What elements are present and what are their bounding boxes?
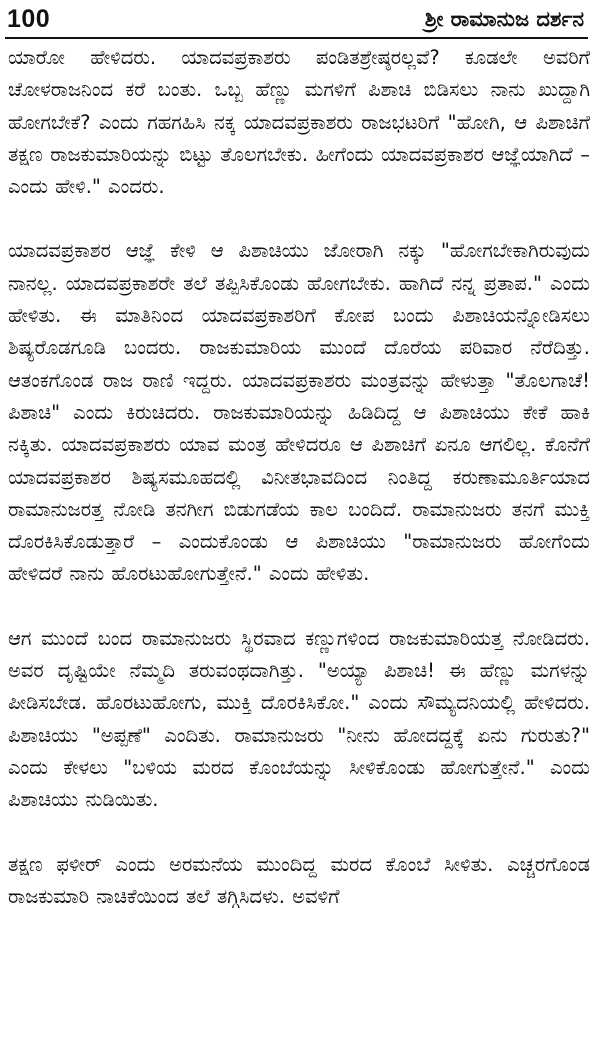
paragraph-1: ಯಾರೋ ಹೇಳಿದರು. ಯಾದವಪ್ರಕಾಶರು ಪಂಡಿತಶ್ರೇಷ್ಠರಲ್ಲವೆ? ಕೂಡಲೇ ಅವರಿಗೆ ಚೋಳರಾಜನಿಂದ ಕರೆ ಬಂತು. ಒಬ್ಬ ಹೆಣ್ಣು ಮಗಳಿಗೆ ಪಿಶಾಚಿ ಬಿಡಿಸಲು ನಾನು ಖುದ್ದಾಗಿ ಹೋಗಬೇಕೆ? ಎಂದು ಗಹಗಹಿಸಿ ನಕ್ಕ ಯಾದವಪ್ರಕಾಶರು ರಾಜಭಟರಿಗೆ "ಹೋಗಿ, ಆ ಪಿಶಾಚಿಗೆ ತಕ್ಷಣ ರಾಜಕುಮಾರಿಯನ್ನು ಬಿಟ್ಟು ತೊಲಗಬೇಕು. ಹೀಗೆಂದು ಯಾದವಪ್ರಕಾಶರ ಆಜ್ಞೆಯಾಗಿದೆ – ಎಂದು ಹೇಳಿ." ಎಂದರು. <box>8 46 590 199</box>
paragraph-4: ತಕ್ಷಣ ಫಳೀರ್ ಎಂದು ಅರಮನೆಯ ಮುಂದಿದ್ದ ಮರದ ಕೊಂಬೆ ಸೀಳಿತು. ಎಚ್ಚರಗೊಂಡ ರಾಜಕುಮಾರಿ ನಾಚಿಕೆಯಿಂದ ತಲೆ ತಗ್ಗಿಸಿದಳು. ಅವಳಿಗೆ <box>8 852 590 908</box>
paragraph-3: ಆಗ ಮುಂದೆ ಬಂದ ರಾಮಾನುಜರು ಸ್ಥಿರವಾದ ಕಣ್ಣುಗಳಿಂದ ರಾಜಕುಮಾರಿಯತ್ತ ನೋಡಿದರು. ಅವರ ದೃಷ್ಟಿಯೇ ನೆಮ್ಮದಿ ತರುವಂಥದಾಗಿತ್ತು. "ಅಯ್ಯಾ ಪಿಶಾಚಿ! ಈ ಹೆಣ್ಣು ಮಗಳನ್ನು ಪೀಡಿಸಬೇಡ. ಹೊರಟುಹೋಗು, ಮುಕ್ತಿ ದೊರಕಿಸಿಕೋ." ಎಂದು ಸೌಮ್ಯದನಿಯಲ್ಲಿ ಹೇಳಿದರು. ಪಿಶಾಚಿಯು "ಅಪ್ಪಣೆ" ಎಂದಿತು. ರಾಮಾನುಜರು "ನೀನು ಹೋದದ್ದಕ್ಕೆ ಏನು ಗುರುತು?" ಎಂದು ಕೇಳಲು "ಬಳಿಯ ಮರದ ಕೊಂಬೆಯನ್ನು ಸೀಳಿಕೊಂಡು ಹೋಗುತ್ತೇನೆ." ಎಂದು ಪಿಶಾಚಿಯು ನುಡಿಯಿತು. <box>8 626 590 812</box>
header-rule <box>5 37 588 39</box>
paragraph-2: ಯಾದವಪ್ರಕಾಶರ ಆಜ್ಞೆ ಕೇಳಿ ಆ ಪಿಶಾಚಿಯು ಜೋರಾಗಿ ನಕ್ಕು "ಹೋಗಬೇಕಾಗಿರುವುದು ನಾನಲ್ಲ. ಯಾದವಪ್ರಕಾಶರೇ ತಲೆ ತಪ್ಪಿಸಿಕೊಂಡು ಹೋಗಬೇಕು. ಹಾಗಿದೆ ನನ್ನ ಪ್ರತಾಪ." ಎಂದು ಹೇಳಿತು. ಈ ಮಾತಿನಿಂದ ಯಾದವಪ್ರಕಾಶರಿಗೆ ಕೋಪ ಬಂದು ಪಿಶಾಚಿಯನ್ನೋಡಿಸಲು ಶಿಷ್ಯರೊಡಗೂಡಿ ಬಂದರು. ರಾಜಕುಮಾರಿಯ ಮುಂದೆ ದೊರೆಯ ಪರಿವಾರ ನೆರೆದಿತ್ತು. ಆತಂಕಗೊಂಡ ರಾಜ ರಾಣಿ ಇದ್ದರು. ಯಾದವಪ್ರಕಾಶರು ಮಂತ್ರವನ್ನು ಹೇಳುತ್ತಾ "ತೊಲಗಾಚೆ! ಪಿಶಾಚಿ" ಎಂದು ಕಿರುಚಿದರು. ರಾಜಕುಮಾರಿಯನ್ನು ಹಿಡಿದಿದ್ದ ಆ ಪಿಶಾಚಿಯು ಕೇಕೆ ಹಾಕಿ ನಕ್ಕಿತು. ಯಾದವಪ್ರಕಾಶರು ಯಾವ ಮಂತ್ರ ಹೇಳಿದರೂ ಆ ಪಿಶಾಚಿಗೆ ಏನೂ ಆಗಲಿಲ್ಲ. ಕೊನೆಗೆ ಯಾದವಪ್ರಕಾಶರ ಶಿಷ್ಯಸಮೂಹದಲ್ಲಿ ವಿನೀತಭಾವದಿಂದ ನಿಂತಿದ್ದ ಕರುಣಾಮೂರ್ತಿಯಾದ ರಾಮಾನುಜರತ್ತ ನೋಡಿ ತನಗೀಗ ಬಿಡುಗಡೆಯ ಕಾಲ ಬಂದಿದೆ. ರಾಮಾನುಜರು ತನಗೆ ಮುಕ್ತಿ ದೊರಕಿಸಿಕೊಡುತ್ತಾರೆ – ಎಂದುಕೊಂಡು ಆ ಪಿಶಾಚಿಯು "ರಾಮಾನುಜರು ಹೋಗೆಂದು ಹೇಳಿದರೆ ನಾನು ಹೊರಟುಹೋಗುತ್ತೇನೆ." ಎಂದು ಹೇಳಿತು. <box>8 239 590 586</box>
page-header <box>7 2 584 36</box>
running-title: ಶ್ರೀ ರಾಮಾನುಜ ದರ್ಶನ <box>424 6 584 31</box>
page-number: 100 <box>7 4 51 33</box>
page-body <box>8 42 590 913</box>
